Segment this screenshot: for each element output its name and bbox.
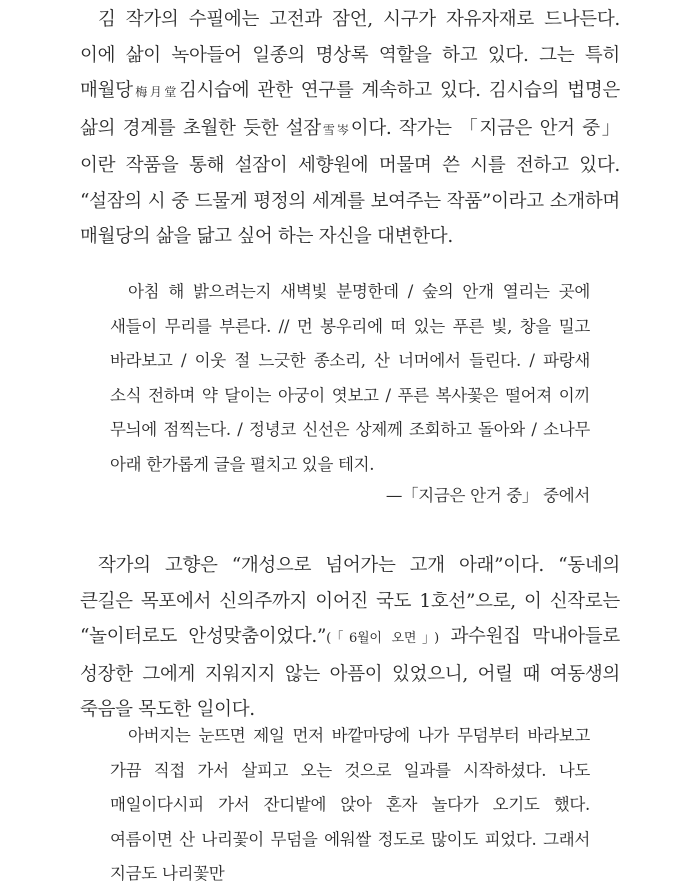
paragraph-1-text-c: 이다. 작가는 「지금은 안거 중」이란 작품을 통해 설잠이 세향원에 머물며 쓴 시를 전하고 있다. “설잠의 시 중 드물게 평정의 세계를 보여주는 작품”이라고 소개하며 매월당의 삶을 닮고 싶어 하는 자신을 대변한다. xyxy=(80,117,620,247)
paragraph-2-text-b: 과수원집 막내아들로 성장한 그에게 지워지지 않는 아픔이 있었으니, 어릴 때 여동생의 죽음을 목도한 일이다. xyxy=(80,626,620,720)
body-paragraph-2 xyxy=(80,548,620,728)
body-paragraph-1 xyxy=(80,2,620,255)
hanja-annotation-seoljam: 雪岑 xyxy=(320,122,351,137)
quote-source: —「지금은 안거 중」 중에서 xyxy=(385,486,590,505)
paragraph-2-text-a: 작가의 고향은 “개성으로 넘어가는 고개 아래”이다. “동네의 큰길은 목포에서 신의주까지 이어진 국도 1호선”으로, 이 신작로는 “놀이터로도 안성맞춤이었다.” xyxy=(80,555,620,647)
block-quote-poem: 아침 해 밝으려는지 새벽빛 분명한데 / 숲의 안개 열리는 곳에 새들이 무리를 부른다. // 먼 봉우리에 떠 있는 푸른 빛, 창을 밀고 바라보고 / 이웃 절 느긋한 종소리, 산 너머에서 들린다. / 파랑새 소식 전하며 약 달이는 아궁이 엿보고 / 푸른 복사꽃은 떨어져 이끼 무늬에 점찍는다. / 정녕코 신선은 상제께 조회하고 돌아와 / 소나무 아래 한가롭게 글을 펼치고 있을 테지. xyxy=(110,282,590,474)
block-quote-memoir: 아버지는 눈뜨면 제일 먼저 바깥마당에 나가 무덤부터 바라보고 가끔 직접 가서 살피고 오는 것으로 일과를 시작하셨다. 나도 매일이다시피 가서 잔디밭에 앉아 혼자 놀다가 오기도 했다. 여름이면 산 나리꽃이 무덤을 에워쌀 정도로 많이도 피었다. 그래서 지금도 나리꽃만 xyxy=(110,726,590,883)
hanja-annotation-maewoldang: 梅月堂 xyxy=(132,85,179,99)
inline-citation: (「6월이 오면」) xyxy=(326,631,440,646)
paragraph-1-text-b: 김시습에 관한 연구를 계속하고 있다. 김시습의 법명은 삶의 경계를 초월한 듯한 설잠 xyxy=(80,80,620,139)
paragraph-1-text-a: 김 작가의 수필에는 고전과 잠언, 시구가 자유자재로 드나든다. 이에 삶이 녹아들어 일종의 명상록 역할을 하고 있다. 그는 특히 매월당 xyxy=(80,9,620,101)
